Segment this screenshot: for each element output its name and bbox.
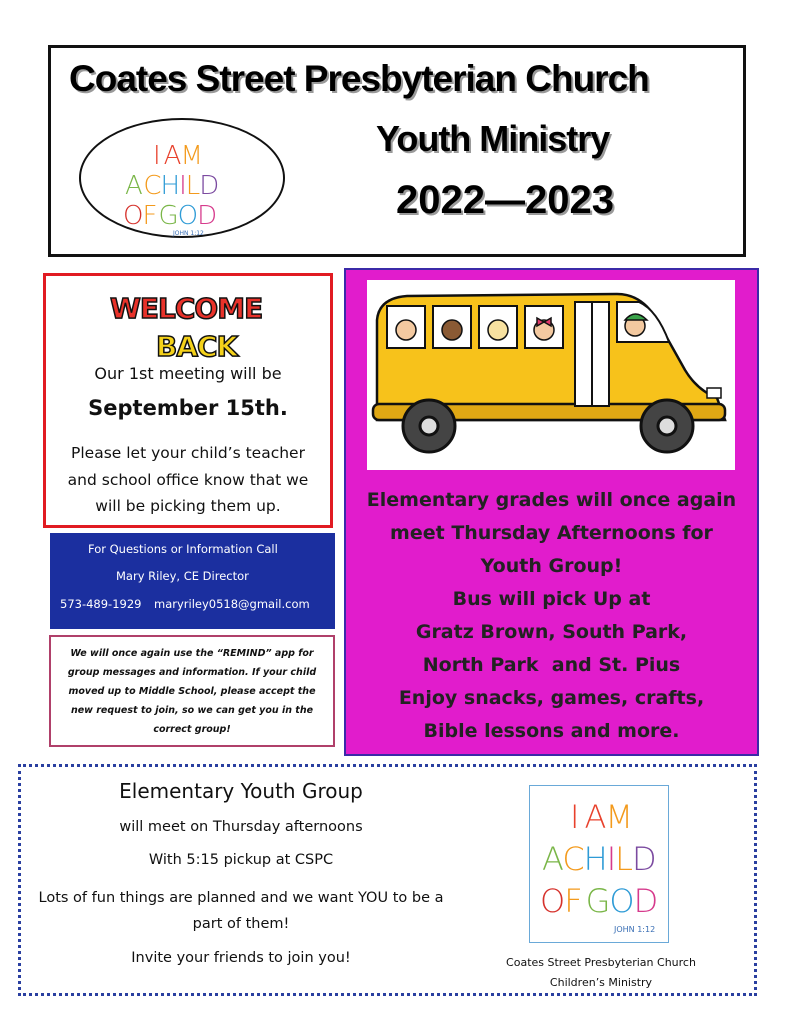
school-bus-illustration bbox=[367, 280, 735, 470]
svg-text:IAM: I AM bbox=[153, 141, 202, 171]
remind-text: We will once again use the “REMIND” app for group messages and information. If your child moved up to Middle School, please accept the new request to join, so we can get you in the correct group! bbox=[67, 648, 317, 735]
child-of-god-logo bbox=[79, 118, 285, 238]
elementary-youth-group-box bbox=[18, 764, 757, 996]
childrens-ministry-caption: Coates Street Presbyterian Church Children’s Ministry bbox=[506, 956, 696, 989]
meeting-day-text: will meet on Thursday afternoons bbox=[119, 819, 363, 835]
logo-art bbox=[81, 120, 287, 240]
logo-art bbox=[530, 786, 667, 941]
svg-text:ACHILD: ACHILD bbox=[125, 171, 219, 201]
invite-friends-text: Invite your friends to join you! bbox=[131, 950, 351, 966]
meeting-date: September 15th. bbox=[88, 396, 288, 420]
welcome-art-word: WELCOME bbox=[110, 292, 263, 325]
svg-text:ACHILD: ACHILD bbox=[542, 840, 656, 878]
logo-verse: JOHN 1:12 bbox=[614, 925, 656, 934]
remind-app-box bbox=[49, 635, 335, 747]
fun-things-text: Lots of fun things are planned and we want YOU to be a part of them! bbox=[38, 890, 444, 932]
pickup-time-text: With 5:15 pickup at CSPC bbox=[148, 852, 334, 868]
back-art-word: BACK bbox=[156, 330, 238, 363]
ministry-title: Youth Ministry bbox=[376, 118, 610, 159]
elementary-line: Youth Group! bbox=[480, 555, 623, 577]
welcome-back-art bbox=[108, 284, 276, 364]
elementary-line: Elementary grades will once again bbox=[366, 489, 737, 511]
svg-text:OFGOD: OF GOD bbox=[540, 882, 658, 920]
svg-text:OFGOD: OFGOD bbox=[123, 201, 217, 231]
first-meeting-text: Our 1st meeting will be bbox=[94, 364, 282, 383]
elementary-line: meet Thursday Afternoons for bbox=[390, 522, 713, 544]
svg-text:IAM: I AM bbox=[570, 798, 632, 836]
elementary-panel bbox=[344, 268, 759, 756]
elementary-line: Bus will pick Up at bbox=[452, 588, 651, 610]
header-box bbox=[48, 45, 746, 257]
contact-box bbox=[50, 533, 335, 629]
year-title: 2022—2023 bbox=[396, 178, 614, 222]
elementary-info-text bbox=[346, 484, 757, 748]
church-title: Coates Street Presbyterian Church bbox=[69, 58, 649, 99]
contact-email[interactable]: maryriley0518@gmail.com bbox=[154, 597, 310, 611]
child-of-god-logo-square bbox=[529, 785, 669, 943]
pickup-note: Please let your child’s teacher and school office know that we will be picking them up. bbox=[67, 444, 309, 515]
elementary-line: Bible lessons and more. bbox=[423, 720, 680, 742]
youth-group-title: Elementary Youth Group bbox=[119, 779, 363, 803]
elementary-line: Gratz Brown, South Park, bbox=[415, 621, 688, 643]
contact-heading: For Questions or Information Call bbox=[88, 542, 278, 556]
elementary-line: Enjoy snacks, games, crafts, bbox=[398, 687, 705, 709]
welcome-box bbox=[43, 273, 333, 528]
contact-name: Mary Riley, CE Director bbox=[116, 569, 249, 583]
school-bus-icon bbox=[367, 280, 735, 470]
elementary-line: North Park and St. Pius bbox=[422, 654, 681, 676]
logo-verse: JOHN 1:12 bbox=[173, 230, 204, 237]
contact-phone: 573-489-1929 bbox=[60, 597, 142, 611]
